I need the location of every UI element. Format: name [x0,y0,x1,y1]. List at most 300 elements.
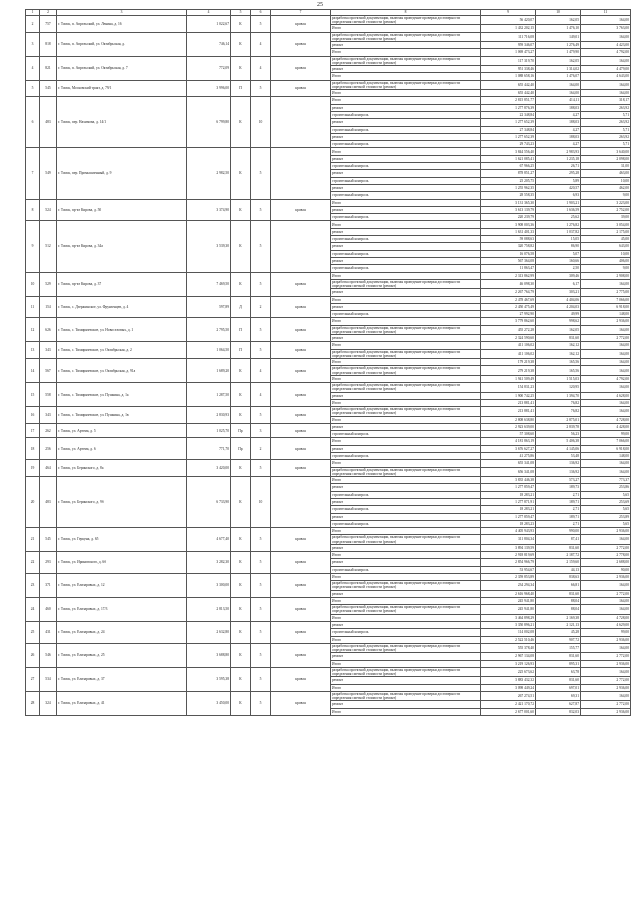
cell-item: Итого [331,636,481,643]
cell-value: 164,00 [581,279,631,288]
cell-value: 5,71 [581,141,631,148]
cell-value: 2 772,00 [581,335,631,342]
table-row [26,621,631,628]
cell-item: ремонт [331,544,481,551]
cell-item: строительный контроль [331,453,481,460]
cell-item: строительный контроль [331,250,481,257]
cell-value: 1 235,18 [536,155,581,162]
cell-item: Итого [331,375,481,382]
cell-address: г. Томск, ул. Артема, д. 6 [57,438,187,460]
cell-value: 1 276,82 [536,221,581,228]
cell-value: 567 364,08 [481,257,536,264]
cell-id: 343 [40,407,57,424]
cell-value: 2 936,00 [581,684,631,691]
cell-value: 49,99 [536,311,581,318]
cell-value: 2 936,00 [581,636,631,643]
cell-item: Итого [331,272,481,279]
cell-value: 1 515,03 [536,375,581,382]
cell-floors: 5 [251,342,271,359]
cell-address: г. Томск, ул. Елизаровых, д. 24 [57,621,187,643]
table-row [26,272,631,279]
cell-value: 164,00 [581,535,631,544]
cell-value: 895,31 [536,660,581,667]
cell-item: ремонт [331,513,481,520]
table-row [26,318,631,325]
cell-work: кровля [271,318,331,342]
cell-value: 2 815 851,77 [481,97,536,104]
cell-item: Итого [331,416,481,423]
cell-value: 2 808 638,80 [481,416,536,423]
cell-value: 411 106,02 [481,342,536,349]
cell-type: К [231,97,251,148]
cell-address: г. Томск, пр-кт Кирова, д. 37 [57,272,187,296]
cell-value: 53 954,67 [481,566,536,573]
cell-value: 2 775,00 [581,289,631,296]
cell-value: 1 277 652,39 [481,133,536,140]
column-number: 8 [331,10,481,16]
cell-value: 164,00 [581,56,631,65]
cell-value: 2 450 475,49 [481,303,536,310]
cell-type: К [231,477,251,528]
cell-value: 831,60 [536,544,581,551]
cell-address: г. Томск, с. Тимирязевское, ул. Новоселовых, д. 1 [57,318,187,342]
cell-item: разработка проектной документации, включая проведение проверки достоверности определения сметной стоимости (ремонт) [331,32,481,41]
table-row [26,477,631,484]
cell-area: 1 064,50 [187,342,231,359]
cell-value: 41 275,86 [481,453,536,460]
cell-value: 114 002,08 [481,629,536,636]
cell-value: 998,62 [536,318,581,325]
cell-item: разработка проектной документации, включая проведение проверки достоверности определения сметной стоимости (ремонт) [331,467,481,476]
cell-value: 4 792,00 [581,375,631,382]
cell-value: 164,00 [581,90,631,97]
cell-value: 295,28 [536,170,581,177]
cell-floors: 5 [251,460,271,477]
cell-value: 88,04 [536,605,581,614]
cell-value: 4 629,00 [581,621,631,628]
cell-value: 26,71 [536,163,581,170]
cell-value: 5,65 [581,506,631,513]
cell-type: К [231,597,251,621]
cell-value: 2 478 467,69 [481,296,536,303]
cell-value: 9,00 [581,265,631,272]
cell-value: 2 936,00 [581,708,631,715]
cell-value: 2 936,00 [581,660,631,667]
cell-floors: 5 [251,407,271,424]
cell-work: кровля [271,359,331,383]
cell-item: Итого [331,73,481,80]
cell-item: Итого [331,552,481,559]
cell-value: 2 778,00 [581,552,631,559]
cell-area: 2 982,50 [187,148,231,199]
cell-area: 3 996,00 [187,80,231,97]
cell-value: 1 621 085,41 [481,155,536,162]
cell-item: Итого [331,318,481,325]
cell-value: 117 319,70 [481,56,536,65]
cell-value: 148,00 [581,311,631,318]
cell-work: кровля [271,342,331,359]
cell-item: Итого [331,25,481,32]
cell-value: 46 098,30 [481,279,536,288]
cell-value: 164,00 [581,383,631,392]
cell-address: г. Томск, с. Тимирязевское, ул. Октябрьская, д. 91а [57,359,187,383]
cell-id: 343 [40,342,57,359]
cell-value: 165,56 [536,359,581,366]
cell-floors: 4 [251,359,271,383]
cell-value: 3 883 432,32 [481,677,536,684]
cell-item: ремонт [331,335,481,342]
cell-value: 2 522 510,46 [481,636,536,643]
cell-item: Итого [331,438,481,445]
cell-work: кровля [271,667,331,691]
cell-work: кровля [271,16,331,33]
cell-value: 99,00 [581,629,631,636]
cell-value: 462,00 [581,184,631,191]
cell-value: 2 313 862,99 [481,272,536,279]
cell-value: 5,71 [581,126,631,133]
cell-value: 2 267 764,79 [481,289,536,296]
cell-work: кровля [271,643,331,667]
cell-value: 2 175,00 [581,228,631,235]
cell-item: Итого [331,614,481,621]
cell-type: К [231,221,251,272]
cell-value: 1 900 742,25 [481,392,536,399]
cell-work: кровля [271,272,331,296]
cell-value: 1 255 962,35 [481,184,536,191]
column-number: 6 [251,10,271,16]
cell-value: 10,00 [581,177,631,184]
cell-value: 2 677 001,60 [481,708,536,715]
cell-type: К [231,643,251,667]
cell-value: 4 479,00 [581,66,631,73]
cell-value: 463,00 [581,170,631,177]
cell-value: 2 983,93 [536,148,581,155]
cell-value: 3 908 003,36 [481,221,536,228]
cell-floors: 3 [251,423,271,438]
cell-value: 2 772,00 [581,590,631,597]
cell-value: 4 145,06 [536,445,581,452]
cell-value: 2,50 [536,265,581,272]
cell-id: 431 [40,621,57,643]
cell-value: 2 936,00 [581,573,631,580]
cell-item: разработка проектной документации, включая проведение проверки достоверности определения сметной стоимости (ремонт) [331,80,481,89]
cell-value: 1 636,59 [536,206,581,213]
column-number: 10 [536,10,581,16]
cell-id: 512 [40,221,57,272]
cell-id: 483 [40,477,57,528]
cell-value: 7 066,00 [581,296,631,303]
cell-value: 318,17 [581,97,631,104]
cell-value: 164,00 [581,597,631,604]
cell-item: ремонт [331,66,481,73]
column-number: 3 [57,10,187,16]
cell-area: 746,14 [187,32,231,56]
cell-area: 1 287,50 [187,383,231,407]
table-row [26,56,631,65]
cell-value: 25 205,75 [481,177,536,184]
cell-address: г. Томск, п. Апрельский, ул. Октябрьская, д. [57,32,187,56]
cell-area: 3 539,30 [187,221,231,272]
cell-floors: 10 [251,97,271,148]
cell-value: 164,00 [581,32,631,41]
table-row [26,383,631,392]
cell-value: 455 272,28 [481,325,536,334]
cell-n: 2 [26,16,40,33]
cell-value: 2 923 639,00 [481,423,536,430]
cell-item: ремонт [331,653,481,660]
cell-value: 1 277 652,39 [481,119,536,126]
cell-item: разработка проектной документации, включая проведение проверки достоверности определения сметной стоимости (ремонт) [331,383,481,392]
table-row [26,573,631,580]
cell-value: 2 159,60 [536,559,581,566]
cell-work [271,221,331,272]
cell-item: разработка проектной документации, включая проведение проверки достоверности определения сметной стоимости (ремонт) [331,581,481,590]
cell-value: 2 772,00 [581,544,631,551]
cell-value: 59 088,63 [481,236,536,243]
cell-floors: 5 [251,80,271,97]
cell-item: ремонт [331,392,481,399]
cell-n: 6 [26,97,40,148]
cell-value: 56,23 [536,431,581,438]
cell-value: 838,63 [536,573,581,580]
cell-item: ремонт [331,498,481,505]
cell-value: 831,60 [536,335,581,342]
cell-value: 245 941,80 [481,605,536,614]
cell-area: 2 632,80 [187,621,231,643]
cell-value: 1 476,10 [536,25,581,32]
table-row [26,528,631,535]
cell-work: кровля [271,407,331,424]
cell-floors: 5 [251,667,271,691]
cell-value: 303,21 [536,289,581,296]
cell-value: 2 752,00 [581,206,631,213]
cell-value: 4,27 [536,141,581,148]
cell-value: 1 479,90 [536,49,581,56]
cell-n: 4 [26,56,40,80]
cell-value: 555 378,40 [481,643,536,652]
cell-work: кровля [271,199,331,221]
cell-work [271,148,331,199]
cell-address: г. Томск, пер. Промышленный, д. 9 [57,148,187,199]
cell-item: строительный контроль [331,265,481,272]
cell-value: 4 728,00 [581,416,631,423]
cell-address: г. Томск, с. Тимирязевское, ул. Октябрьская, д. 2 [57,342,187,359]
table-row [26,667,631,676]
cell-value: 3 779 862,60 [481,318,536,325]
cell-item: строительный контроль [331,236,481,243]
cell-value: 88,04 [536,597,581,604]
table-row [26,423,631,430]
cell-value: 6 918,00 [581,303,631,310]
cell-value: 213 881,41 [481,399,536,406]
table-row [26,359,631,366]
cell-type: К [231,460,251,477]
cell-work [271,97,331,148]
table-row [26,438,631,445]
cell-value: 162,12 [536,349,581,358]
cell-area: 2 813,50 [187,597,231,621]
cell-item: разработка проектной документации, включая проведение проверки достоверности определения сметной стоимости (ремонт) [331,279,481,288]
cell-n: 23 [26,573,40,597]
cell-value: 63,78 [536,667,581,676]
register-table [25,9,631,716]
cell-value: 189,73 [536,484,581,491]
cell-value: 4 643,00 [581,73,631,80]
cell-floors: 5 [251,573,271,597]
cell-value: 2 839,78 [536,423,581,430]
cell-value: 4 728,00 [581,614,631,621]
cell-value: 5,65 [581,520,631,527]
table-row [26,460,631,467]
cell-id: 567 [40,359,57,383]
cell-value: 3 219 126,93 [481,660,536,667]
table-row [26,407,631,416]
cell-value: 6,93 [536,192,581,199]
cell-value: 420,57 [536,184,581,191]
cell-type: К [231,199,251,221]
page-number: 25 [317,2,323,8]
cell-type: К [231,528,251,552]
cell-value: 149,01 [536,32,581,41]
cell-item: Итого [331,342,481,349]
cell-value: 643,00 [581,243,631,250]
cell-item: строительный контроль [331,163,481,170]
cell-id: 546 [40,643,57,667]
cell-value: 1 631 401,33 [481,228,536,235]
cell-item: строительный контроль [331,520,481,527]
cell-address: г. Томск, пер. Нахимова, д. 14/1 [57,97,187,148]
cell-value: 2 324 590,60 [481,335,536,342]
cell-value: 831,60 [536,677,581,684]
cell-item: ремонт [331,228,481,235]
cell-item: ремонт [331,133,481,140]
cell-type: К [231,552,251,574]
cell-value: 253,69 [581,498,631,505]
cell-value: 99,00 [581,431,631,438]
cell-value: 1 277 876,39 [481,104,536,111]
cell-item: Итого [331,597,481,604]
cell-work: кровля [271,438,331,460]
cell-value: 414,11 [536,97,581,104]
cell-n: 3 [26,32,40,56]
table-row [26,552,631,559]
cell-id: 626 [40,318,57,342]
cell-value: 5,65 [581,491,631,498]
cell-item: строительный контроль [331,491,481,498]
cell-item: ремонт [331,677,481,684]
cell-value: 53,48 [536,453,581,460]
cell-floors: 10 [251,477,271,528]
cell-type: Пр [231,423,251,438]
cell-value: 832,03 [536,708,581,715]
cell-item: строительный контроль [331,177,481,184]
cell-value: 1 941 509,49 [481,375,536,382]
cell-value: 57 308,60 [481,431,536,438]
cell-area: 3 300,00 [187,573,231,597]
cell-address: г. Томск, п. Апрельский, ул. Ленина, д. 16 [57,16,187,33]
cell-work: кровля [271,383,331,407]
cell-item: разработка проектной документации, включая проведение проверки достоверности определения сметной стоимости (ремонт) [331,56,481,65]
cell-type: Д [231,296,251,318]
cell-value: 2 098,00 [581,155,631,162]
table-row [26,221,631,228]
cell-item: Итого [331,460,481,467]
cell-work: кровля [271,460,331,477]
cell-value: 5,07 [536,250,581,257]
cell-value: 9,00 [581,192,631,199]
cell-n: 16 [26,407,40,424]
cell-value: 831,60 [536,653,581,660]
cell-value: 28 558,35 [481,192,536,199]
cell-address: г. Томск, Московский тракт, д. 79/1 [57,80,187,97]
cell-value: 3 844 556,40 [481,148,536,155]
table-row [26,80,631,89]
cell-value: 11 863,47 [481,265,536,272]
cell-value: 245 941,80 [481,597,536,604]
cell-value: 2 918 819,69 [481,552,536,559]
cell-area: 772,09 [187,56,231,80]
cell-value: 56 420,07 [481,16,536,25]
cell-address: г. Томск, ул. Беринского, д. 9б [57,477,187,528]
column-number: 11 [581,10,631,16]
cell-value: 111 716,08 [481,32,536,41]
cell-value: 267 274,51 [481,691,536,700]
cell-n: 12 [26,318,40,342]
cell-id: 818 [40,32,57,56]
cell-item: ремонт [331,257,481,264]
cell-item: разработка проектной документации, включая проведение проверки достоверности определения сметной стоимости (ремонт) [331,667,481,676]
cell-value: 2 875,01 [536,416,581,423]
column-number: 4 [187,10,231,16]
cell-address: г. Томск, ул. Елизаровых, д. 25 [57,643,187,667]
cell-value: 1 037,82 [536,228,581,235]
cell-id: 558 [40,383,57,407]
cell-type: К [231,56,251,80]
cell-value: 4 428,00 [581,423,631,430]
cell-value: 164,00 [581,325,631,334]
table-row [26,16,631,25]
cell-item: Итого [331,399,481,406]
cell-value: 1 276,49 [536,42,581,49]
cell-item: Итого [331,97,481,104]
cell-item: строительный контроль [331,214,481,221]
cell-address: г. Томск, ул. Елизаровых, д. 41 [57,691,187,715]
cell-item: Итого [331,49,481,56]
cell-area: 3 374,90 [187,199,231,221]
cell-item: Итого [331,528,481,535]
cell-id: 154 [40,296,57,318]
cell-value: 155,77 [536,643,581,652]
cell-id: 524 [40,199,57,221]
cell-value: 164,00 [536,90,581,97]
cell-value: 10,00 [581,250,631,257]
cell-item: ремонт [331,701,481,708]
cell-value: 188,03 [536,104,581,111]
cell-value: 31,00 [581,163,631,170]
cell-value: 66,81 [536,581,581,590]
cell-item: разработка проектной документации, включая проведение проверки достоверности определения сметной стоимости (ремонт) [331,691,481,700]
cell-floors: 5 [251,621,271,643]
cell-value: 5,71 [581,112,631,119]
cell-floors: 2 [251,438,271,460]
cell-item: ремонт [331,155,481,162]
cell-item: Итого [331,296,481,303]
cell-value: 2 936,00 [581,528,631,535]
cell-item: строительный контроль [331,506,481,513]
cell-item: ремонт [331,42,481,49]
cell-value: 164,00 [581,407,631,416]
cell-item: ремонт [331,206,481,213]
